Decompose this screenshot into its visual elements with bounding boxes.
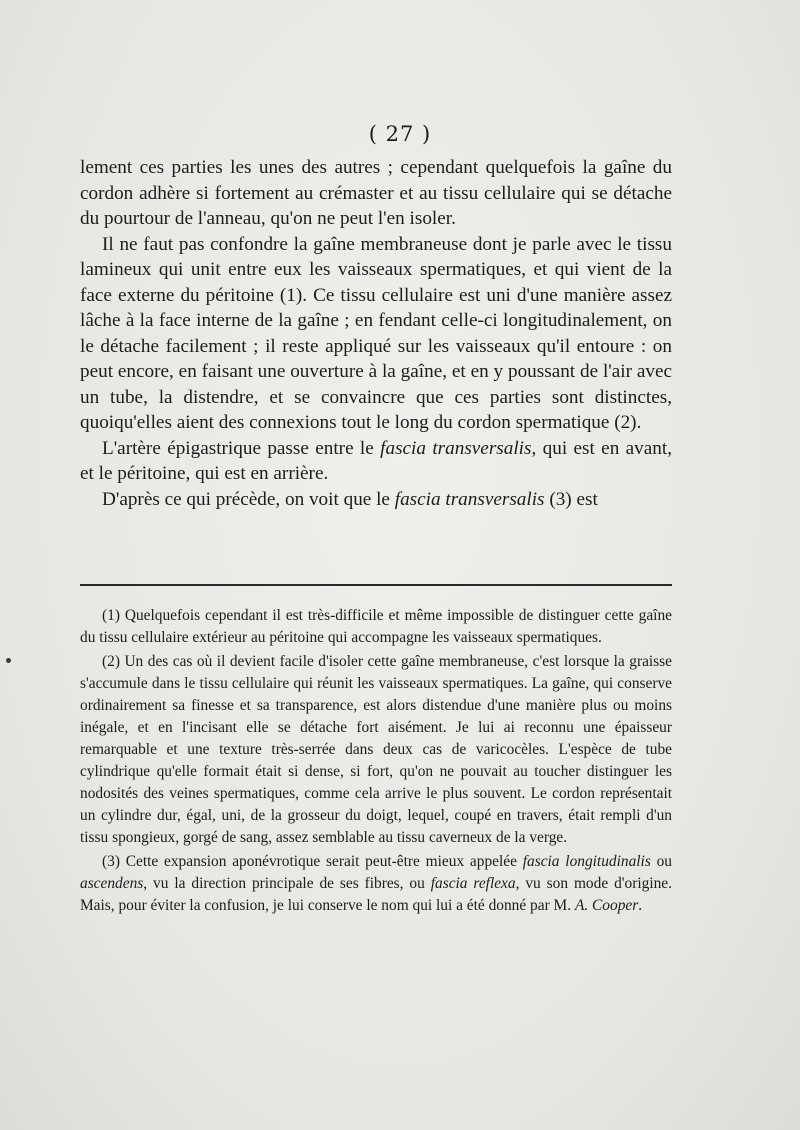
italic-term: fascia transversalis: [394, 488, 545, 510]
footnote-rule: [80, 584, 672, 586]
footnote-1: [80, 605, 672, 649]
footnotes: [80, 605, 672, 919]
text-run: D'après ce qui précède, on voit que le: [102, 488, 395, 510]
text-run: ou: [650, 853, 673, 870]
footnote-2: [80, 651, 672, 849]
text-run: (3) est: [544, 488, 598, 510]
paragraph-4: [80, 487, 672, 513]
text-run: , vu son mode d'origine. Mais, pour éviter la confusion, je lui conserve le nom qui lui a été donné par M.: [80, 875, 672, 914]
paragraph-1: [80, 155, 672, 232]
paragraph-3: [80, 436, 672, 487]
paragraph-2: [80, 232, 672, 436]
text-run: .: [638, 897, 643, 914]
italic-term: A. Cooper: [574, 897, 639, 914]
text-run: (1) Quelquefois cependant il est très-difficile et même impossible de distinguer cette gaîne du tissu cellulaire extérieur au péritoine qui accompagne les vaisseaux spermatiques.: [80, 607, 672, 646]
italic-term: ascendens: [80, 875, 144, 892]
text-run: , qui est en avant, et le péritoine, qui est en arrière.: [80, 437, 672, 484]
text-run: lement ces parties les unes des autres ; cependant quelquefois la gaîne du cordon adhère si fortement au crémaster et au tissu cellulaire qui se détache du pourtour de l'anneau, qu'on ne peut l'en isoler.: [80, 157, 672, 229]
text-run: , vu la direction principale de ses fibres, ou: [143, 875, 431, 892]
italic-term: fascia transversalis: [380, 437, 532, 459]
italic-term: fascia longitudinalis: [522, 853, 651, 870]
main-text: [80, 155, 672, 512]
page-number: ( 27 ): [368, 122, 432, 146]
text-run: (2) Un des cas où il devient facile d'isoler cette gaîne membraneuse, c'est lorsque la graisse s'accumule dans le tissu cellulaire qui réunit les vaisseaux spermatiques. La gaîne, qui conserve ordinairement sa finesse et sa transparence, est alors distendue d'une manière plus ou moins inégale, et en l'incisant elle se détache fort aisément. Je lui ai reconnu une épaisseur remarquable et une texture très-serrée dans deux cas de varicocèles. L'espèce de tube cylindrique qu'elle formait était si dense, si fort, qu'on ne pouvait au toucher distinguer les nodosités des veines spermatiques, comme cela arrive le plus souvent. Le cordon représentait un cylindre dur, égal, uni, de la grosseur du doigt, lequel, coupé en travers, était rempli d'un tissu spongieux, gorgé de sang, assez semblable au tissu caverneux de la verge.: [80, 653, 672, 846]
italic-term: fascia reflexa: [430, 875, 516, 892]
text-run: L'artère épigastrique passe entre le: [102, 437, 381, 459]
text-run: Il ne faut pas confondre la gaîne membraneuse dont je parle avec le tissu lamineux qui unit entre eux les vaisseaux spermatiques, et qui vient de la face externe du péritoine (1). Ce tissu cellulaire est uni d'une manière assez lâche à la face interne de la gaîne ; en fendant celle-ci longitudinalement, on le détache facilement ; il reste appliqué sur les vaisseaux qu'il entoure : on peut encore, en faisant une ouverture à la gaîne, et en y poussant de l'air avec un tube, la distendre, et se convaincre que ces parties sont distinctes, quoiqu'elles aient des connexions tout le long du cordon spermatique (2).: [80, 233, 672, 433]
text-run: (3) Cette expansion aponévrotique serait peut-être mieux appelée: [102, 853, 523, 870]
page-speck: [6, 658, 11, 663]
footnote-3: [80, 851, 672, 917]
